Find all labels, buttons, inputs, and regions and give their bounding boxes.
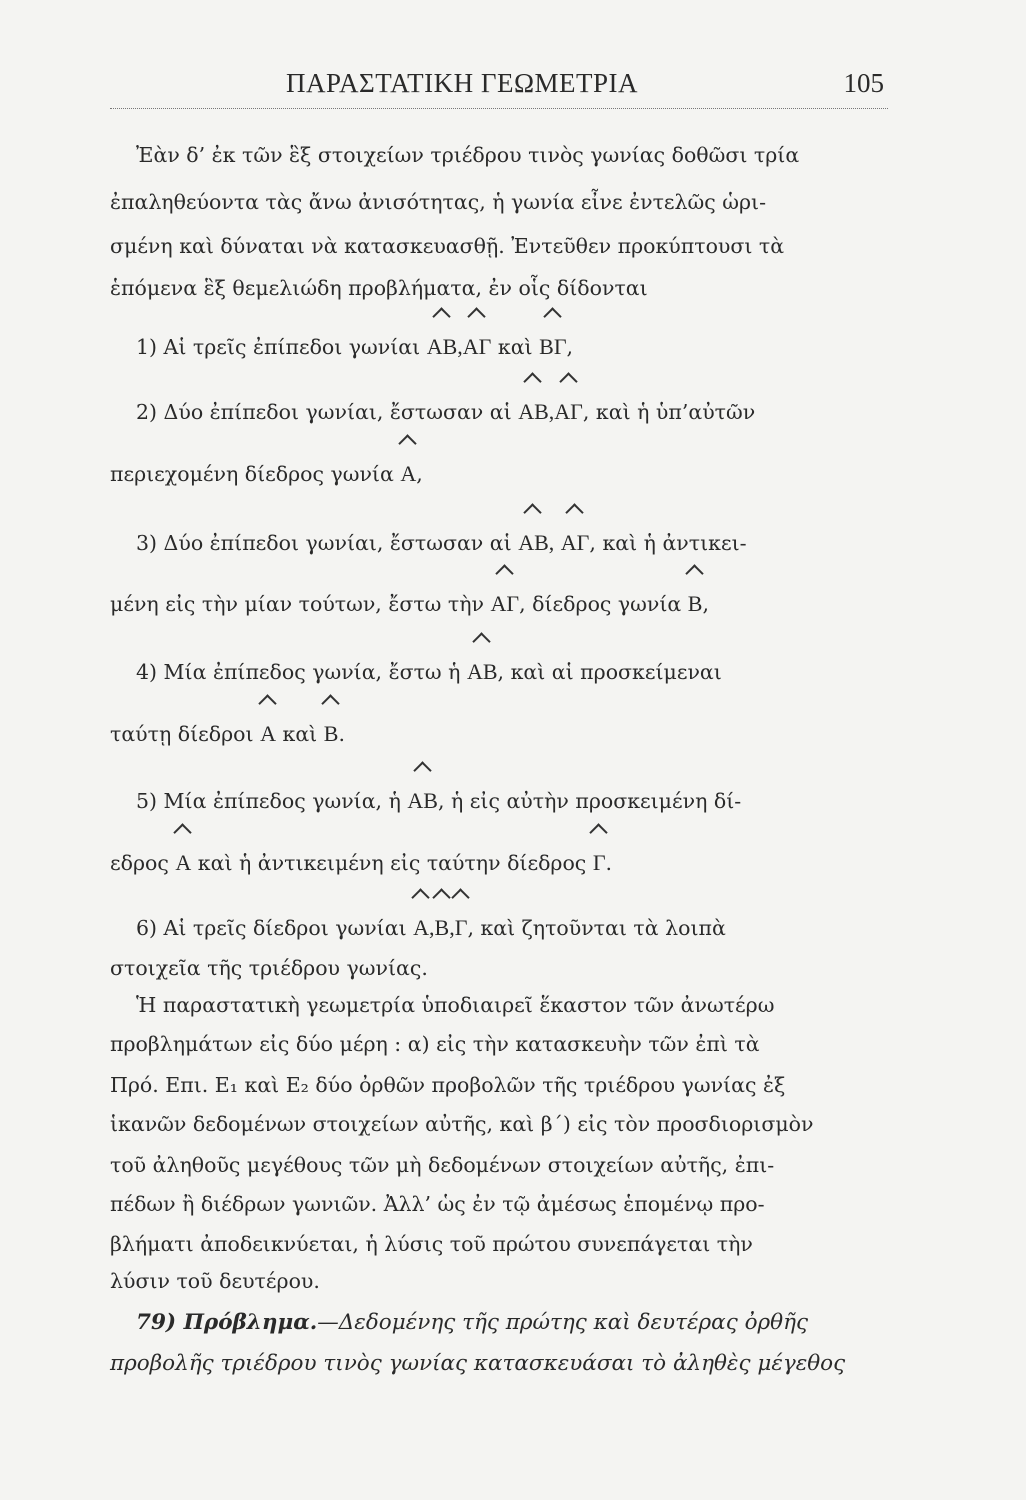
page-number: 105 — [843, 68, 884, 98]
angle-ab: ΑΒ — [427, 332, 458, 362]
list-item-4: 4) Μία ἐπίπεδος γωνία, ἔστω ἡ ΑΒ, καὶ αἱ προσκείμεναι — [136, 657, 722, 687]
text-line: Πρό. Επι. Ε₁ καὶ Ε₂ δύο ὀρθῶν προβολῶν τῆς τριέδρου γωνίας ἐξ — [110, 1073, 786, 1097]
text-line: τοῦ ἀληθοῦς μεγέθους τῶν μὴ δεδομένων στοιχείων αὐτῆς, ἐπι- — [110, 1153, 775, 1177]
text-line: βλήματι ἀποδεικνύεται, ἡ λύσις τοῦ πρώτου συνεπάγεται τὴν — [110, 1232, 753, 1256]
text-line: ταύτῃ δίεδροι Α καὶ Β. — [110, 719, 345, 749]
dihedral-a: Α — [413, 913, 429, 943]
angle-ab: ΑΒ — [467, 657, 498, 687]
angle-ag: ΑΓ — [561, 528, 590, 558]
list-item-6: 6) Αἱ τρεῖς δίεδροι γωνίαι Α,Β,Γ, καὶ ζητοῦνται τὰ λοιπὰ — [136, 913, 726, 943]
text-line: στοιχεῖα τῆς τριέδρου γωνίας. — [110, 956, 428, 980]
text-line: Ἡ παραστατικὴ γεωμετρία ὑποδιαιρεῖ ἕκαστον τῶν ἀνωτέρω — [136, 993, 775, 1017]
angle-ag: ΑΓ — [491, 589, 520, 619]
problem-heading: 79) Πρόβλημα.—Δεδομένης τῆς πρώτης καὶ δευτέρας ὀρθῆς — [136, 1310, 809, 1335]
list-item-5: 5) Μία ἐπίπεδος γωνία, ἡ ΑΒ, ἡ εἰς αὐτὴν προσκειμένη δί- — [136, 786, 741, 816]
angle-ag: ΑΓ — [554, 397, 583, 427]
dihedral-a: Α — [400, 459, 416, 489]
text-line: ἑπόμενα ἓξ θεμελιώδη προβλήματα, ἐν οἷς δίδονται — [110, 276, 648, 300]
dihedral-g: Γ — [455, 913, 468, 943]
dihedral-a: Α — [175, 848, 191, 878]
list-item-3: 3) Δύο ἐπίπεδοι γωνίαι, ἔστωσαν αἱ ΑΒ, ΑΓ, καὶ ἡ ἀντικει- — [136, 528, 747, 558]
text-line: εδρος Α καὶ ἡ ἀντικειμένη εἰς ταύτην δίεδρος Γ. — [110, 848, 612, 878]
angle-ab: ΑΒ — [518, 528, 549, 558]
angle-ab: ΑΒ — [407, 786, 438, 816]
angle-bg: ΒΓ — [539, 332, 566, 362]
text-line: μένη εἰς τὴν μίαν τούτων, ἔστω τὴν ΑΓ, δίεδρος γωνία Β, — [110, 589, 709, 619]
text-line: περιεχομένη δίεδρος γωνία Α, — [110, 459, 423, 489]
running-title: ΠΑΡΑΣΤΑΤΙΚΗ ΓΕΩΜΕΤΡΙΑ — [286, 68, 639, 98]
list-item-1: 1) Αἱ τρεῖς ἐπίπεδοι γωνίαι ΑΒ,ΑΓ καὶ ΒΓ, — [136, 332, 573, 362]
text-line: προβλημάτων εἰς δύο μέρη : α) εἰς τὴν κατασκευὴν τῶν ἐπὶ τὰ — [110, 1032, 760, 1056]
angle-ab: ΑΒ — [518, 397, 549, 427]
dihedral-g: Γ — [593, 848, 606, 878]
angle-ag: ΑΓ — [463, 332, 492, 362]
dihedral-b: Β — [688, 589, 703, 619]
text-line: λύσιν τοῦ δευτέρου. — [110, 1269, 320, 1293]
list-item-2: 2) Δύο ἐπίπεδοι γωνίαι, ἔστωσαν αἱ ΑΒ,ΑΓ, καὶ ἡ ὑπ’αὐτῶν — [136, 397, 755, 427]
dihedral-b: Β — [435, 913, 450, 943]
text-line: ἐπαληθεύοντα τὰς ἄνω ἀνισότητας, ἡ γωνία εἶνε ἐντελῶς ὡρι- — [110, 190, 766, 214]
dihedral-a: Α — [260, 719, 276, 749]
text-line: πέδων ἢ διέδρων γωνιῶν. Ἀλλ’ ὡς ἐν τῷ ἀμέσως ἑπομένῳ προ- — [110, 1192, 765, 1216]
problem-number: 79) Πρόβλημα. — [136, 1310, 318, 1335]
text-line: Ἐὰν δ’ ἐκ τῶν ἓξ στοιχείων τριέδρου τινὸς γωνίας δοθῶσι τρία — [136, 143, 800, 167]
dihedral-b: Β — [324, 719, 339, 749]
page-header — [110, 62, 888, 109]
text-line: ἱκανῶν δεδομένων στοιχείων αὐτῆς, καὶ β΄) εἰς τὸν προσδιορισμὸν — [110, 1112, 814, 1136]
text-line: προβολῆς τριέδρου τινὸς γωνίας κατασκευάσαι τὸ ἀληθὲς μέγεθος — [110, 1351, 846, 1376]
text-line: σμένη καὶ δύναται νὰ κατασκευασθῇ. Ἐντεῦθεν προκύπτουσι τὰ — [110, 234, 785, 258]
